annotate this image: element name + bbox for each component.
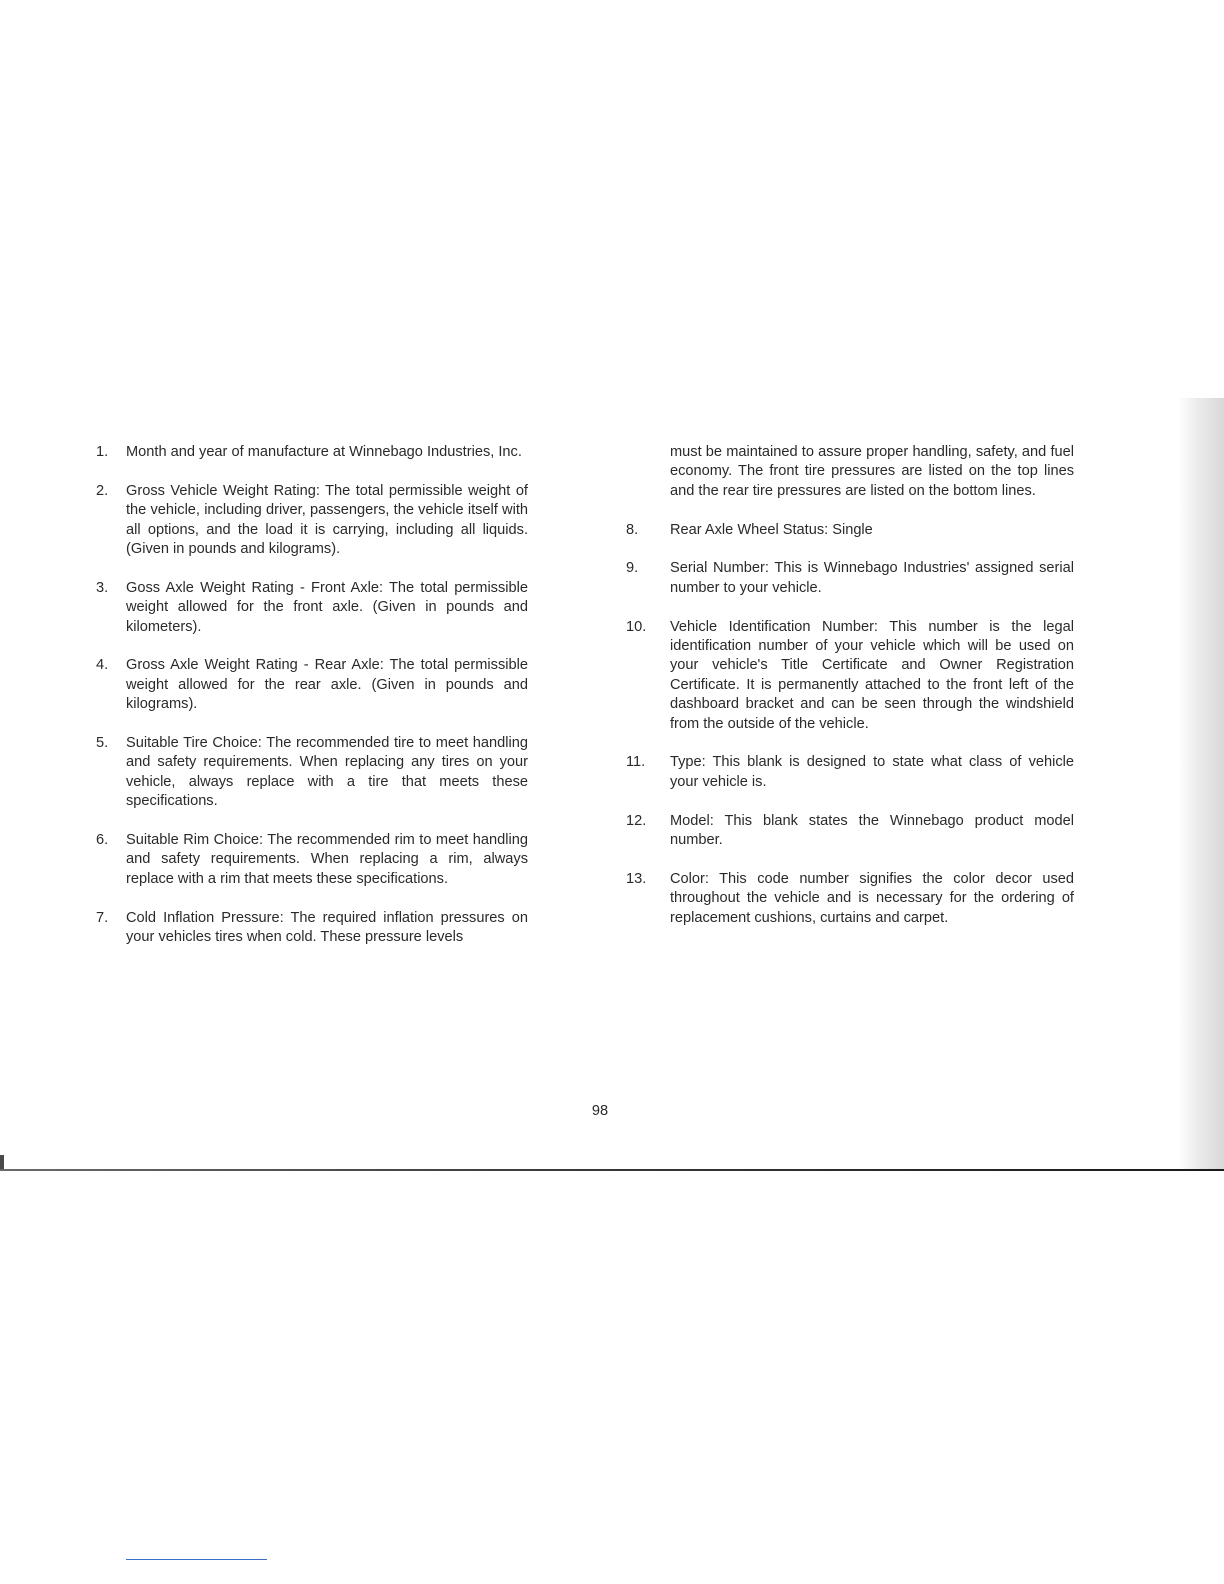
list-item bbox=[96, 579, 528, 637]
list-item bbox=[96, 482, 528, 560]
scan-edge-mark bbox=[0, 1155, 4, 1169]
item-text: Month and year of manufacture at Winnebago Industries, Inc. bbox=[126, 444, 522, 460]
item-number: 13. bbox=[626, 870, 647, 887]
item-text: Type: This blank is designed to state what class of vehicle your vehicle is. bbox=[670, 754, 1074, 790]
item-number: 4. bbox=[96, 657, 109, 674]
item-number: 9. bbox=[626, 560, 639, 577]
item-7-continuation: must be maintained to assure proper handling, safety, and fuel economy. The front tire pressures are listed on the top lines and the rear tire pressures are listed on the bottom lines. bbox=[670, 444, 1074, 499]
item-number: 12. bbox=[626, 812, 647, 829]
list-item bbox=[626, 753, 1074, 792]
item-number: 5. bbox=[96, 735, 109, 752]
item-text: Serial Number: This is Winnebago Industries' assigned serial number to your vehicle. bbox=[670, 560, 1074, 596]
list-item bbox=[626, 812, 1074, 851]
item-number: 1. bbox=[96, 444, 109, 460]
item-number: 6. bbox=[96, 832, 109, 849]
list-item bbox=[96, 656, 528, 714]
list-item bbox=[96, 734, 528, 812]
item-number: 7. bbox=[96, 909, 109, 926]
item-number: 8. bbox=[626, 521, 639, 538]
item-text: Cold Inflation Pressure: The required inflation pressures on your vehicles tires when cold. These pressure levels bbox=[126, 909, 528, 946]
item-text: Goss Axle Weight Rating - Front Axle: The total permissible weight allowed for the front axle. (Given in pounds and kilometers). bbox=[126, 579, 528, 635]
item-text: Vehicle Identification Number: This number is the legal identification number of your vehicle which will be used on your vehicle's Title Certificate and Owner Registration Certificate. It is permanently attached to the front left of the dashboard bracket and can be seen through the windshield from the outside of the vehicle. bbox=[670, 618, 1074, 732]
right-column bbox=[626, 443, 1074, 947]
item-text: Suitable Tire Choice: The recommended tire to meet handling and safety requirements. When replacing any tires on your vehicle, always replace with a tire that meets these specifications. bbox=[126, 735, 528, 810]
page-bottom-edge bbox=[0, 1169, 1224, 1171]
item-text: Gross Vehicle Weight Rating: The total permissible weight of the vehicle, including driver, passengers, the vehicle itself with all options, and the load it is carrying, including all liquids. (Given in pounds and kilograms). bbox=[126, 482, 528, 558]
item-text: Color: This code number signifies the color decor used throughout the vehicle and is necessary for the ordering of replacement cushions, curtains and carpet. bbox=[670, 870, 1074, 926]
list-item bbox=[626, 521, 1074, 540]
item-number: 2. bbox=[96, 482, 109, 499]
item-number: 10. bbox=[626, 618, 647, 635]
list-item bbox=[96, 909, 528, 948]
item-text: Suitable Rim Choice: The recommended rim to meet handling and safety requirements. When replacing a rim, always replace with a rim that meets these specifications. bbox=[126, 832, 528, 887]
list-item bbox=[626, 559, 1074, 598]
item-number: 3. bbox=[96, 579, 109, 596]
list-item bbox=[626, 618, 1074, 734]
item-text: Rear Axle Wheel Status: Single bbox=[670, 521, 873, 538]
list-item bbox=[96, 443, 528, 462]
page-edge-shadow bbox=[1178, 398, 1224, 1171]
item-text: Model: This blank states the Winnebago product model number. bbox=[670, 812, 1074, 849]
page-number: 98 bbox=[591, 1103, 609, 1119]
item-number: 11. bbox=[626, 754, 646, 771]
item-text: Gross Axle Weight Rating - Rear Axle: The total permissible weight allowed for the rear axle. (Given in pounds and kilograms). bbox=[126, 657, 528, 713]
footnote-rule bbox=[126, 1559, 267, 1560]
list-item bbox=[626, 870, 1074, 928]
list-item bbox=[96, 831, 528, 889]
left-column bbox=[96, 443, 528, 967]
